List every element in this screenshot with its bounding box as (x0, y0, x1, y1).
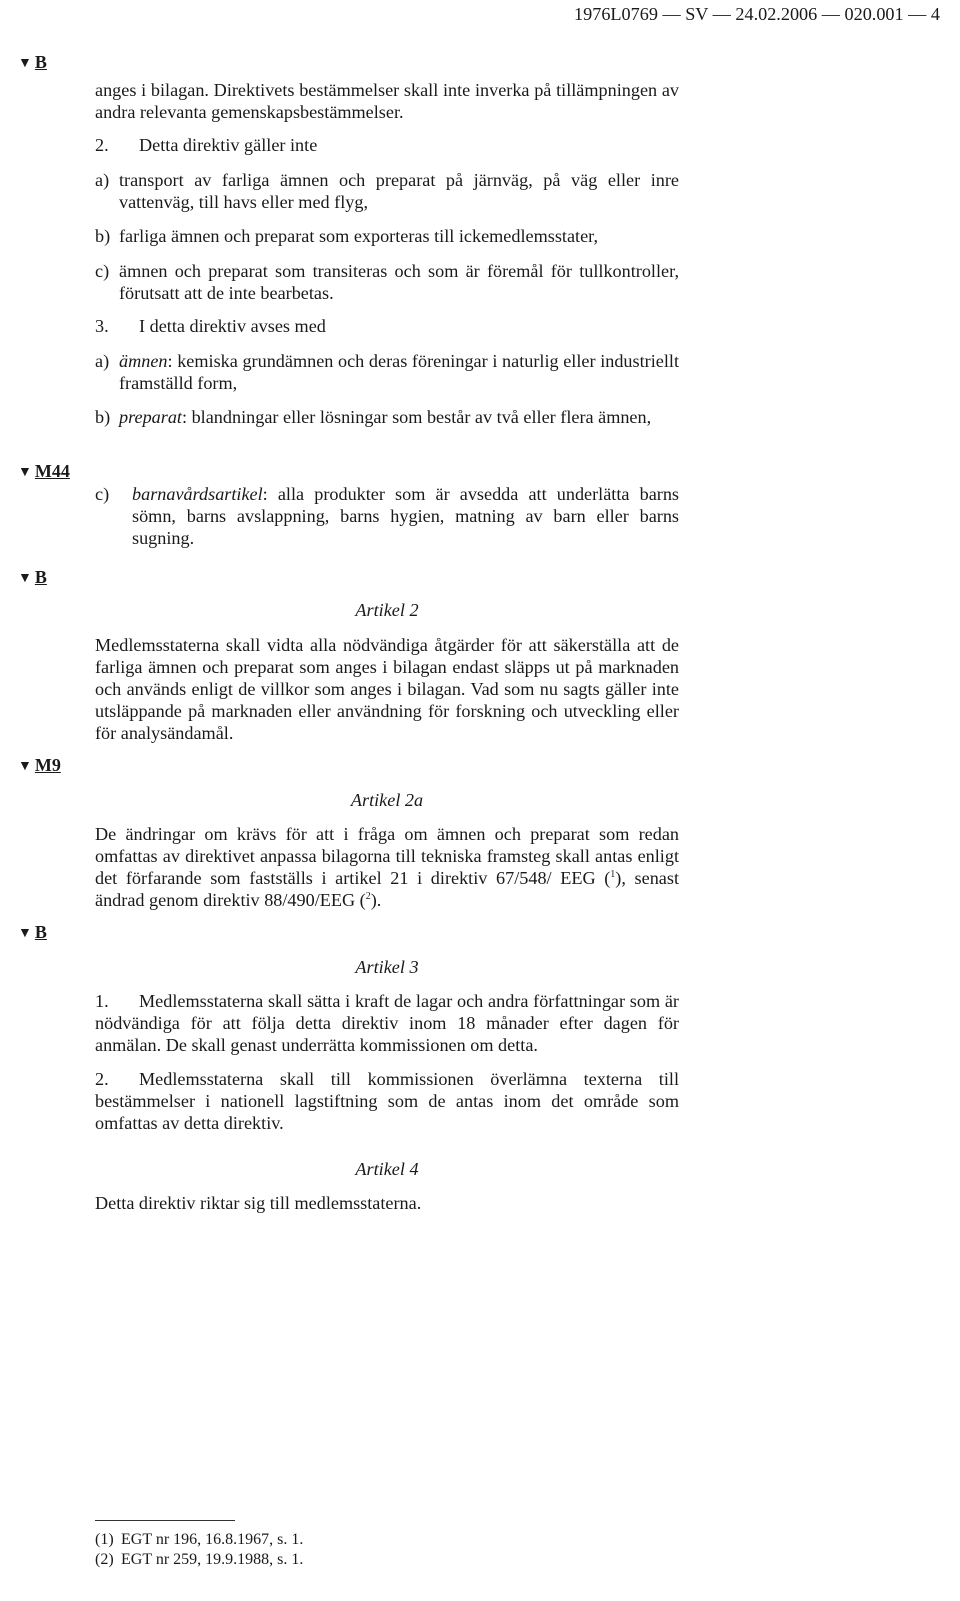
item-label: b) (95, 226, 111, 246)
marker-code: B (34, 922, 47, 942)
marker-b (18, 922, 47, 943)
footnote (95, 1550, 303, 1570)
list-item (95, 260, 679, 304)
marker-m9 (18, 755, 61, 776)
article-4-text: Detta direktiv riktar sig till medlemsstaterna. (95, 1193, 422, 1213)
triangle-down-icon: ▼ (18, 571, 32, 586)
article-2a-title: Artikel 2a (350, 790, 424, 810)
footnote-label: (2) (95, 1551, 114, 1568)
footnote-label: (1) (95, 1531, 114, 1548)
item-label: a) (95, 170, 110, 190)
marker-code: M9 (34, 755, 61, 775)
article-3-paragraph-2 (95, 1068, 679, 1134)
definition-item (95, 350, 679, 394)
footnote-text: EGT nr 259, 19.9.1988, s. 1. (121, 1551, 304, 1568)
article-2-title: Artikel 2 (355, 600, 419, 620)
triangle-down-icon: ▼ (18, 56, 32, 71)
footnote-text: EGT nr 196, 16.8.1967, s. 1. (121, 1531, 304, 1548)
definition-item (95, 406, 679, 428)
intro-paragraph: anges i bilagan. Direktivets bestämmelser skall inte inverka på tillämpningen av andra relevanta gemenskapsbestämmelser. (95, 80, 679, 122)
article-3-title: Artikel 3 (355, 957, 419, 977)
item-text: farliga ämnen och preparat som exporteras till ickemedlemsstater, (119, 226, 599, 246)
definition-text: : alla produkter som är avsedda att underlätta barns sömn, barns avslappning, barns hygien, matning av barn eller barns sugning. (132, 484, 679, 548)
marker-b (18, 52, 47, 73)
paragraph-number: 2. (95, 1069, 109, 1089)
item-label: a) (95, 351, 110, 371)
paragraph-3 (95, 315, 679, 337)
article-2a-text (95, 823, 679, 911)
item-label: c) (95, 484, 110, 504)
text-segment: ), senast ändrad genom direktiv 88/490/EEG ( (95, 868, 679, 910)
footnote-ref[interactable]: 2 (365, 890, 371, 902)
item-text: ämnen och preparat som transiteras och som är föremål för tullkontroller, förutsatt att de inte bearbetas. (119, 261, 679, 303)
marker-code: B (34, 52, 47, 72)
footnote-separator (95, 1520, 235, 1521)
text-segment: De ändringar om krävs för att i fråga om ämnen och preparat som redan omfattas av direktivet anpassa bilagorna till tekniska framsteg skall antas enligt det förfarande som fastställs i artikel 21 i direktiv 67/548/ EEG ( (95, 824, 679, 888)
definition-text: : blandningar eller lösningar som består av två eller flera ämnen, (181, 407, 652, 427)
list-item (95, 169, 679, 213)
paragraph-number: 1. (95, 991, 109, 1011)
text-segment: ). (370, 890, 382, 910)
footnote (95, 1530, 303, 1550)
defined-term: barnavårdsartikel (132, 484, 263, 504)
marker-code: B (34, 567, 47, 587)
item-label: c) (95, 261, 110, 281)
article-3-paragraph-1 (95, 990, 679, 1056)
marker-m44 (18, 461, 70, 482)
marker-code: M44 (34, 461, 70, 481)
defined-term: ämnen (119, 351, 168, 371)
definition-item (95, 483, 679, 549)
item-label: b) (95, 407, 111, 427)
defined-term: preparat (119, 407, 182, 427)
item-text: transport av farliga ämnen och preparat på järnväg, på väg eller inre vattenväg, till havs eller med flyg, (119, 170, 679, 212)
paragraph-number: 2. (95, 135, 109, 155)
triangle-down-icon: ▼ (18, 465, 32, 480)
paragraph-text: Detta direktiv gäller inte (139, 135, 318, 155)
paragraph-number: 3. (95, 316, 109, 336)
triangle-down-icon: ▼ (18, 759, 32, 774)
article-2-text: Medlemsstaterna skall vidta alla nödvändiga åtgärder för att säkerställa att de farliga ämnen och preparat som anges i bilagan endast släpps ut på marknaden och används enligt de villkor som anges i bilagan. Vad som nu sagts gäller inte utsläppande på marknaden eller användning för forskning och utveckling eller för analysändamål. (95, 635, 679, 743)
list-item (95, 225, 679, 247)
footnote-ref[interactable]: 1 (610, 868, 616, 880)
definition-text: : kemiska grundämnen och deras föreningar i naturlig eller industriellt framställd form, (119, 351, 679, 393)
triangle-down-icon: ▼ (18, 926, 32, 941)
marker-b (18, 567, 47, 588)
page-header: 1976L0769 — SV — 24.02.2006 — 020.001 — 4 (574, 4, 940, 24)
paragraph-2 (95, 134, 679, 156)
paragraph-text: Medlemsstaterna skall sätta i kraft de lagar och andra författningar som är nödvändiga för att följa detta direktiv inom 18 månader efter dagen för anmälan. De skall genast underrätta kommissionen om detta. (95, 991, 679, 1055)
paragraph-text: Medlemsstaterna skall till kommissionen överlämna texterna till bestämmelser i nationell lagstiftning som de antas inom det område som omfattas av detta direktiv. (95, 1069, 679, 1133)
paragraph-text: I detta direktiv avses med (139, 316, 326, 336)
article-4-title: Artikel 4 (355, 1159, 419, 1179)
